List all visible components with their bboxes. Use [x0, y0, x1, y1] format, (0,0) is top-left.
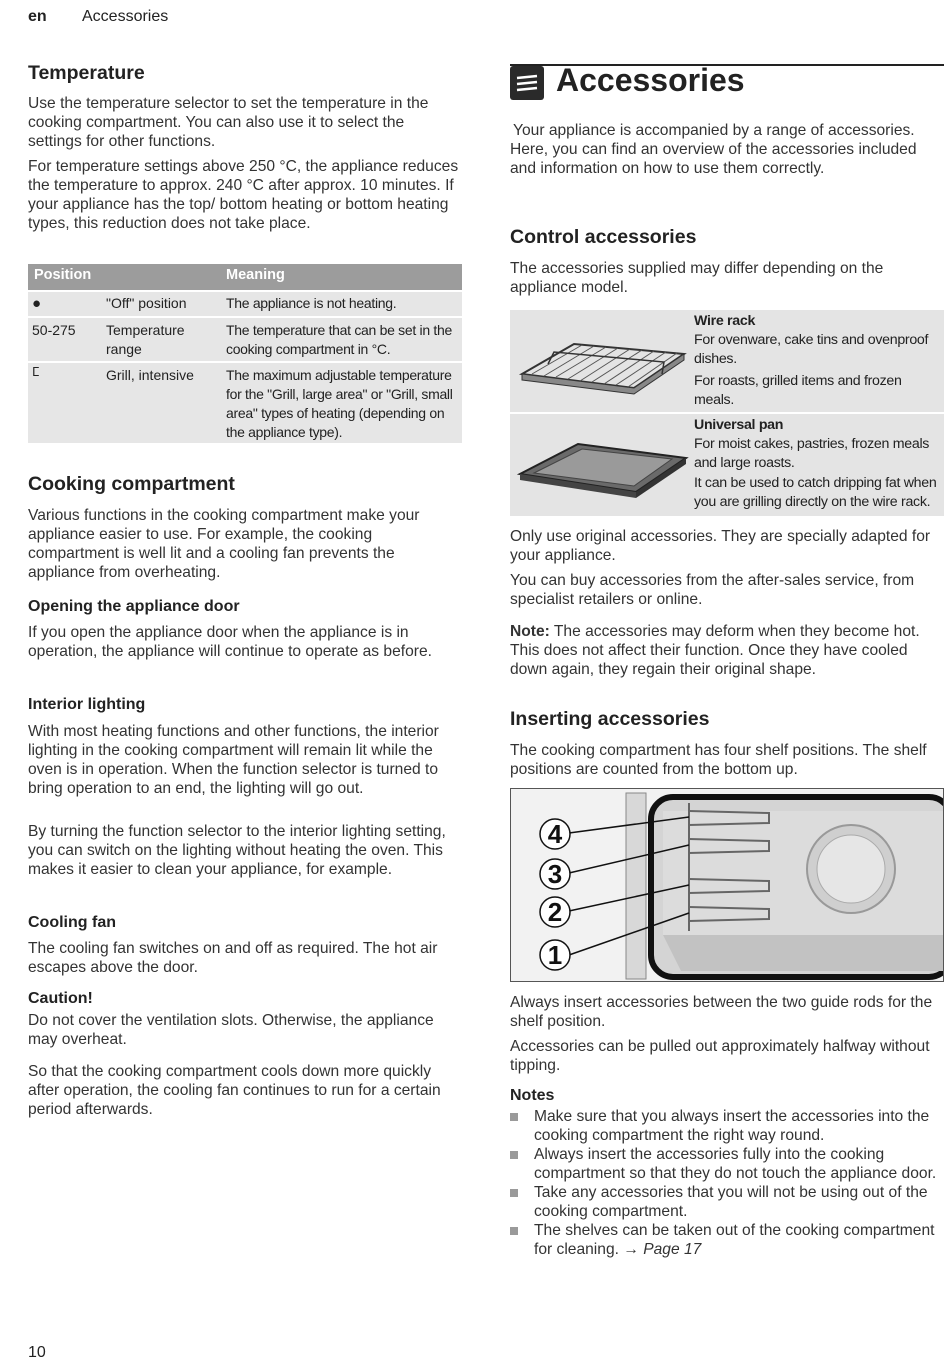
buy-accessories-paragraph: You can buy accessories from the after-sales service, from specialist retailers or online.: [510, 572, 915, 608]
interior-lighting-paragraph-1: With most heating functions and other functions, the interior lighting in the cooking compartment will remain lit while the oven is in operation. When the function selector is turned to bring operation to an end, the lighting will go out.: [28, 723, 439, 797]
notes-list: [510, 1107, 944, 1259]
off-symbol: ●: [32, 295, 42, 312]
shelf-label-4: 4: [547, 819, 563, 849]
column-header-position: Position: [34, 267, 92, 283]
cooking-paragraph: Various functions in the cooking compartment make your appliance easier to use. For example, the cooking compartment is well lit and a cooling fan prevents the appliance from overheating.: [28, 507, 420, 581]
cooling-fan-paragraph: The cooling fan switches on and off as required. The hot air escapes above the door.: [28, 940, 438, 976]
control-accessories-heading: Control accessories: [510, 226, 697, 248]
wire-rack-desc-2: For roasts, grilled items and frozen meals.: [694, 373, 902, 408]
row-meaning: The temperature that can be set in the cooking compartment in °C.: [226, 322, 452, 357]
universal-pan-name: Universal pan: [694, 417, 784, 433]
shelf-positions-illustration: [510, 788, 944, 982]
page-number: 10: [28, 1344, 46, 1361]
universal-pan-desc-2: It can be used to catch dripping fat when you are grilling directly on the wire rack.: [694, 475, 937, 510]
shelf-label-2: 2: [547, 897, 563, 927]
table-header: [28, 264, 462, 290]
row-meaning: The maximum adjustable temperature for the "Grill, large area" or "Grill, small area" types of heating (depending on the appliance type).: [226, 367, 453, 440]
opening-door-paragraph: If you open the appliance door when the appliance is in operation, the appliance will continue to operate as before.: [28, 624, 432, 660]
interior-lighting-heading: Interior lighting: [28, 696, 146, 713]
opening-door-heading: Opening the appliance door: [28, 598, 240, 615]
original-accessories-paragraph: Only use original accessories. They are specially adapted for your appliance.: [510, 528, 931, 564]
interior-lighting-paragraph-2: By turning the function selector to the interior lighting setting, you can switch on the lighting without heating the oven. This makes it easier to clean your appliance, for example.: [28, 823, 446, 878]
row-name: Grill, intensive: [106, 367, 194, 383]
caution-paragraph: Do not cover the ventilation slots. Otherwise, the appliance may overheat.: [28, 1012, 434, 1048]
list-item: The shelves can be taken out of the cooking compartment for cleaning. → Page 17: [510, 1221, 944, 1259]
temperature-paragraph-1: Use the temperature selector to set the temperature in the cooking compartment. You can also use it to select the settings for other functions.: [28, 95, 429, 150]
universal-pan-desc-1: For moist cakes, pastries, frozen meals and large roasts.: [694, 436, 930, 471]
accessories-title: Accessories: [556, 62, 745, 98]
row-name: "Off" position: [106, 295, 187, 311]
shelf-label-1: 1: [547, 940, 563, 970]
accessories-intro: Your appliance is accompanied by a range of accessories. Here, you can find an overview of the accessories included and information on how to use them correctly.: [510, 122, 917, 177]
column-header-meaning: Meaning: [226, 267, 285, 283]
wire-rack-image: [514, 324, 690, 404]
page-reference-link[interactable]: Page 17: [643, 1241, 702, 1258]
cooking-compartment-heading: Cooking compartment: [28, 473, 235, 495]
row-meaning: The appliance is not heating.: [226, 295, 397, 311]
guide-rods-paragraph: Always insert accessories between the two guide rods for the shelf position.: [510, 994, 933, 1030]
arrow-icon: →: [623, 1241, 639, 1258]
list-item: Make sure that you always insert the accessories into the cooking compartment the right way round.: [510, 1107, 944, 1145]
wire-rack-name: Wire rack: [694, 313, 756, 329]
row-position: 50-275: [32, 322, 76, 338]
list-item: Take any accessories that you will not be using out of the cooking compartment.: [510, 1183, 944, 1221]
table-row: [28, 316, 462, 361]
list-item: Always insert the accessories fully into the cooking compartment so that they do not touch the appliance door.: [510, 1145, 944, 1183]
accessories-icon: [510, 66, 544, 100]
note-label: Note:: [510, 623, 550, 640]
inserting-accessories-paragraph: The cooking compartment has four shelf positions. The shelf positions are counted from the bottom up.: [510, 742, 927, 778]
row-name: Temperature range: [106, 322, 185, 357]
cooling-fan-heading: Cooling fan: [28, 914, 116, 931]
temperature-paragraph-2: For temperature settings above 250 °C, the appliance reduces the temperature to approx. 240 °C after approx. 10 minutes. If your appliance has the top/ bottom heating or bottom heating types, this reduction does not take place.: [28, 158, 459, 232]
universal-pan-image: [514, 428, 690, 508]
running-header: Accessories: [82, 8, 169, 25]
notes-heading: Notes: [510, 1087, 555, 1104]
table-row: [28, 290, 462, 316]
language-code: en: [28, 8, 47, 25]
note-paragraph: [510, 622, 944, 679]
cooling-fan-paragraph-2: So that the cooking compartment cools down more quickly after operation, the cooling fan continues to run for a certain period afterwards.: [28, 1063, 441, 1118]
wire-rack-row: [510, 310, 944, 412]
pulled-out-paragraph: Accessories can be pulled out approximately halfway without tipping.: [510, 1038, 930, 1074]
note-text: The accessories may deform when they become hot. This does not affect their function. Once they have cooled down again, they regain their original shape.: [510, 623, 920, 678]
universal-pan-row: [510, 414, 944, 516]
temperature-table: [28, 264, 462, 443]
shelf-label-3: 3: [547, 859, 563, 889]
control-accessories-paragraph: The accessories supplied may differ depending on the appliance model.: [510, 260, 884, 296]
grill-icon: ⵎ: [32, 365, 40, 379]
inserting-accessories-heading: Inserting accessories: [510, 708, 710, 730]
caution-heading: Caution!: [28, 990, 93, 1007]
wire-rack-desc-1: For ovenware, cake tins and ovenproof dishes.: [694, 332, 929, 367]
table-row: [28, 361, 462, 443]
temperature-heading: Temperature: [28, 62, 145, 84]
